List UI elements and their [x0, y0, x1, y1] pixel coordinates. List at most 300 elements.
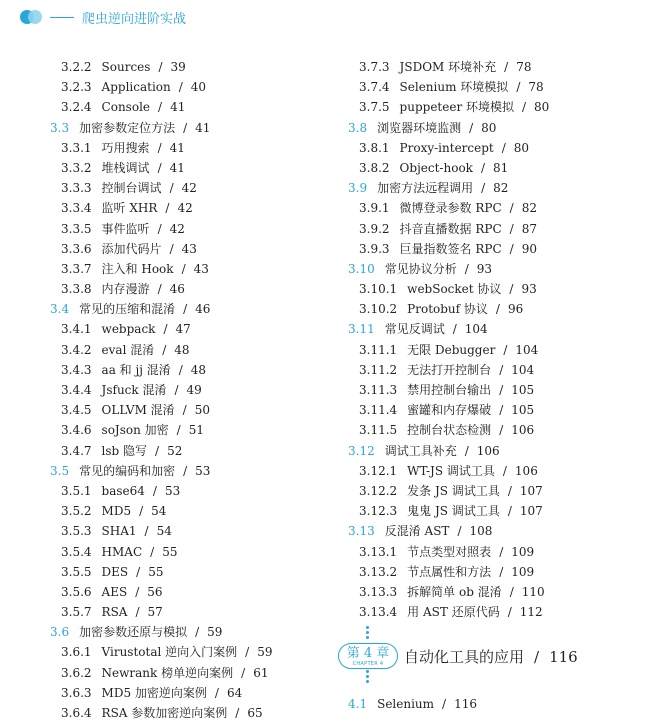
toc-entry-title: 禁用控制台输出 — [407, 383, 492, 397]
toc-subsection-entry[interactable] — [50, 360, 330, 380]
toc-entry-title: MD5 — [101, 504, 132, 519]
toc-entry-page: 49 — [186, 383, 202, 397]
toc-subsection-entry[interactable] — [50, 521, 330, 541]
toc-separator: / — [442, 697, 447, 711]
toc-entry-number: 3.11.2 — [359, 362, 398, 377]
toc-entry-page: 41 — [169, 160, 185, 175]
toc-entry-title: 事件监听 — [101, 221, 150, 236]
toc-separator: / — [158, 100, 163, 115]
toc-entry-title: 常见的编码和加密 — [79, 463, 176, 478]
toc-subsection-entry[interactable] — [50, 57, 330, 77]
toc-entry-page: 78 — [528, 80, 544, 95]
toc-entry-number: 3.9.3 — [359, 241, 390, 256]
toc-entry-title: Protobuf 协议 — [407, 302, 488, 317]
toc-entry-number: 3.11.4 — [359, 403, 398, 418]
toc-separator: / — [499, 383, 504, 397]
toc-separator: / — [516, 80, 521, 95]
toc-entry-page: 43 — [181, 241, 197, 256]
toc-subsection-entry[interactable] — [50, 582, 330, 602]
toc-entry-number: 3.10.2 — [359, 302, 398, 317]
toc-entry-title: OLLVM 混淆 — [101, 403, 175, 418]
toc-entry-page: 59 — [207, 625, 223, 640]
toc-entry-title: 常见反调试 — [384, 322, 445, 337]
toc-subsection-entry[interactable] — [348, 501, 638, 521]
toc-subsection-entry[interactable] — [348, 602, 638, 622]
toc-subsection-entry[interactable] — [50, 562, 330, 582]
toc-after-chapter — [348, 694, 638, 714]
toc-separator: / — [509, 584, 514, 599]
toc-entry-page: 104 — [464, 322, 488, 337]
toc-entry-number: 3.5.5 — [61, 564, 92, 579]
toc-entry-page: 78 — [516, 60, 532, 74]
toc-separator: / — [499, 564, 504, 579]
toc-entry-title: 巨量指数签名 RPC — [399, 241, 502, 256]
toc-separator: / — [158, 60, 163, 74]
toc-entry-page: 53 — [195, 463, 211, 478]
toc-entry-number: 3.2.4 — [61, 100, 92, 115]
toc-subsection-entry[interactable] — [348, 380, 638, 400]
toc-right-column — [348, 57, 638, 622]
toc-subsection-entry[interactable] — [50, 219, 330, 239]
toc-entry-page: 51 — [188, 423, 204, 438]
chapter-page: 116 — [549, 648, 578, 666]
toc-separator: / — [457, 524, 462, 539]
toc-entry-page: 40 — [190, 80, 207, 95]
toc-separator: / — [509, 282, 514, 297]
toc-entry-page: 93 — [521, 282, 537, 297]
toc-separator: / — [178, 362, 183, 377]
toc-section-entry[interactable] — [348, 178, 638, 198]
toc-subsection-entry[interactable] — [50, 239, 330, 259]
toc-left-column — [50, 57, 330, 723]
toc-entry-title: SHA1 — [101, 524, 137, 539]
toc-entry-number: 3.6.1 — [61, 645, 92, 660]
toc-entry-number: 3.3.3 — [61, 181, 92, 196]
toc-entry-title: Newrank 榜单逆向案例 — [101, 665, 234, 680]
toc-entry-title: base64 — [101, 483, 145, 498]
toc-entry-number: 3.7.4 — [359, 80, 390, 95]
toc-entry-number: 3.10.1 — [359, 282, 398, 297]
toc-entry-number: 3.9.1 — [359, 201, 390, 216]
toc-section-entry[interactable] — [50, 622, 330, 642]
chapter-badge — [338, 643, 398, 669]
toc-entry-title: DES — [101, 564, 129, 579]
toc-entry-page: 48 — [190, 362, 207, 377]
toc-entry-title: Application — [101, 80, 171, 95]
toc-entry-title: WT-JS 调试工具 — [407, 463, 495, 478]
toc-subsection-entry[interactable] — [50, 683, 330, 703]
toc-subsection-entry[interactable] — [348, 198, 638, 218]
toc-entry-page: 104 — [511, 362, 535, 377]
toc-subsection-entry[interactable] — [50, 380, 330, 400]
toc-section-entry[interactable] — [50, 299, 330, 319]
toc-subsection-entry[interactable] — [50, 319, 330, 339]
toc-separator: / — [504, 60, 509, 74]
toc-separator: / — [469, 120, 474, 135]
toc-subsection-entry[interactable] — [348, 542, 638, 562]
toc-entry-number: 3.5.6 — [61, 584, 92, 599]
toc-subsection-entry[interactable] — [348, 420, 638, 440]
toc-entry-title: webpack — [101, 322, 156, 337]
toc-entry-title: Jsfuck 混淆 — [101, 383, 167, 397]
book-logo-icon — [20, 9, 42, 25]
toc-entry-page: 54 — [156, 524, 172, 539]
toc-entry-page: 59 — [257, 645, 273, 660]
chapter-badge-label: 第 4 章 — [346, 646, 390, 661]
toc-entry-page: 105 — [511, 383, 535, 397]
toc-subsection-entry[interactable] — [50, 97, 330, 117]
toc-entry-number: 3.3.6 — [61, 241, 92, 256]
toc-entry-title: 拆解简单 ob 混淆 — [407, 584, 502, 599]
toc-entry-title: 注入和 Hook — [101, 261, 174, 276]
toc-entry-title: Virustotal 逆向入门案例 — [101, 645, 238, 660]
toc-entry-page: 46 — [169, 282, 185, 297]
toc-separator: / — [165, 201, 170, 216]
chapter-title-line — [404, 647, 578, 667]
toc-entry-title: HMAC — [101, 544, 143, 559]
toc-entry-page: 54 — [151, 504, 167, 519]
toc-entry-page: 106 — [476, 443, 500, 458]
toc-entry-title: 常见协议分析 — [384, 261, 457, 276]
toc-subsection-entry[interactable] — [348, 582, 638, 602]
toc-subsection-entry[interactable] — [348, 481, 638, 501]
toc-subsection-entry[interactable] — [348, 279, 638, 299]
toc-section-entry[interactable] — [50, 461, 330, 481]
toc-entry-number: 3.4.1 — [61, 322, 92, 337]
toc-entry-title: JSDOM 环境补充 — [399, 60, 497, 74]
toc-separator: / — [157, 282, 162, 297]
toc-entry-title: 常见的压缩和混淆 — [79, 302, 176, 317]
toc-separator: / — [176, 423, 181, 438]
toc-entry-title: 节点类型对照表 — [407, 544, 492, 559]
toc-entry-number: 3.3.1 — [61, 140, 92, 155]
toc-subsection-entry[interactable] — [50, 198, 330, 218]
toc-entry-page: 82 — [493, 181, 509, 196]
toc-entry-page: 41 — [170, 100, 186, 115]
toc-entry-number: 3.4.2 — [61, 342, 92, 357]
toc-entry-page: 110 — [521, 584, 545, 599]
toc-entry-title: puppeteer 环境模拟 — [399, 100, 514, 115]
toc-entry-page: 55 — [148, 564, 164, 579]
toc-separator: / — [195, 625, 200, 640]
toc-section-entry[interactable] — [348, 118, 638, 138]
toc-entry-page: 106 — [514, 463, 538, 478]
toc-entry-number: 3.8.1 — [359, 140, 390, 155]
toc-entry-page: 90 — [521, 241, 537, 256]
toc-subsection-entry[interactable] — [348, 562, 638, 582]
toc-section-entry[interactable] — [348, 694, 638, 714]
toc-separator: / — [155, 443, 160, 458]
toc-entry-title: webSocket 协议 — [407, 282, 502, 297]
toc-entry-page: 80 — [534, 100, 550, 115]
toc-section-entry[interactable] — [348, 319, 638, 339]
toc-entry-number: 3.6 — [50, 625, 70, 640]
toc-entry-page: 106 — [511, 423, 535, 438]
toc-entry-title: 堆栈调试 — [101, 160, 150, 175]
toc-separator: / — [534, 648, 540, 666]
toc-subsection-entry[interactable] — [348, 299, 638, 319]
toc-entry-title: lsb 隐写 — [101, 443, 148, 458]
toc-entry-number: 3.3.2 — [61, 160, 92, 175]
toc-entry-number: 3.4.4 — [61, 383, 92, 397]
toc-entry-page: 47 — [175, 322, 191, 337]
toc-separator: / — [235, 706, 240, 720]
toc-entry-page: 93 — [476, 261, 493, 276]
toc-section-entry[interactable] — [348, 441, 638, 461]
toc-subsection-entry[interactable] — [50, 178, 330, 198]
toc-subsection-entry[interactable] — [50, 340, 330, 360]
toc-entry-number: 3.8.2 — [359, 160, 390, 175]
toc-entry-page: 42 — [181, 181, 197, 196]
toc-entry-number: 3.3.5 — [61, 221, 92, 236]
toc-separator: / — [502, 463, 507, 478]
toc-separator: / — [522, 100, 527, 115]
toc-entry-title: 蜜罐和内存爆破 — [407, 403, 492, 418]
dots-decoration-icon — [366, 626, 369, 639]
toc-subsection-entry[interactable] — [348, 461, 638, 481]
toc-entry-title: aa 和 jj 混淆 — [101, 362, 171, 377]
toc-entry-title: 加密方法远程调用 — [377, 181, 474, 196]
toc-entry-page: 80 — [481, 120, 497, 135]
toc-separator: / — [509, 201, 514, 216]
toc-entry-page: 87 — [521, 221, 537, 236]
toc-entry-number: 3.4.6 — [61, 423, 92, 438]
toc-subsection-entry[interactable] — [50, 501, 330, 521]
toc-entry-number: 3.12.1 — [359, 463, 398, 478]
toc-entry-title: 鬼鬼 JS 调试工具 — [407, 504, 500, 519]
toc-entry-number: 3.5.2 — [61, 504, 92, 519]
toc-separator: / — [245, 645, 250, 660]
toc-subsection-entry[interactable] — [50, 279, 330, 299]
toc-entry-number: 3.4.3 — [61, 362, 92, 377]
toc-entry-number: 3.5.1 — [61, 483, 92, 498]
toc-entry-number: 3.11.5 — [359, 423, 398, 438]
toc-separator: / — [135, 584, 140, 599]
toc-separator: / — [452, 322, 457, 337]
toc-separator: / — [509, 221, 514, 236]
toc-entry-page: 50 — [194, 403, 210, 418]
toc-entry-page: 53 — [164, 483, 181, 498]
toc-entry-page: 109 — [511, 564, 535, 579]
toc-section-entry[interactable] — [348, 521, 638, 541]
toc-section-entry[interactable] — [348, 259, 638, 279]
toc-subsection-entry[interactable] — [50, 542, 330, 562]
toc-entry-title: 加密参数定位方法 — [79, 120, 176, 135]
toc-separator: / — [214, 685, 219, 700]
toc-entry-number: 3.4.7 — [61, 443, 92, 458]
toc-subsection-entry[interactable] — [348, 360, 638, 380]
toc-separator: / — [464, 443, 469, 458]
toc-entry-page: 55 — [162, 544, 178, 559]
toc-entry-title: eval 混淆 — [101, 342, 155, 357]
toc-entry-title: Proxy-intercept — [399, 140, 494, 155]
toc-entry-number: 3.3.7 — [61, 261, 92, 276]
toc-separator: / — [499, 544, 504, 559]
toc-subsection-entry[interactable] — [50, 420, 330, 440]
toc-entry-number: 3.5.3 — [61, 524, 92, 539]
toc-subsection-entry[interactable] — [348, 97, 638, 117]
toc-entry-title: 控制台调试 — [101, 181, 162, 196]
toc-entry-title: 反混淆 AST — [384, 524, 450, 539]
toc-entry-number: 3.3.8 — [61, 282, 92, 297]
toc-entry-number: 3.13.3 — [359, 584, 398, 599]
toc-entry-page: 64 — [226, 685, 243, 700]
toc-separator: / — [480, 160, 485, 175]
toc-entry-number: 3.2.2 — [61, 60, 92, 74]
toc-entry-page: 82 — [521, 201, 537, 216]
toc-entry-title: 添加代码片 — [101, 241, 162, 256]
dots-decoration-icon — [366, 670, 369, 683]
toc-subsection-entry[interactable] — [50, 400, 330, 420]
toc-separator: / — [499, 423, 504, 438]
toc-entry-title: 浏览器环境监测 — [377, 120, 462, 135]
toc-entry-page: 109 — [511, 544, 535, 559]
toc-entry-page: 96 — [507, 302, 524, 317]
toc-subsection-entry[interactable] — [348, 138, 638, 158]
toc-subsection-entry[interactable] — [348, 77, 638, 97]
toc-separator: / — [139, 504, 144, 519]
toc-subsection-entry[interactable] — [50, 703, 330, 723]
toc-subsection-entry[interactable] — [50, 481, 330, 501]
toc-entry-page: 61 — [253, 665, 269, 680]
toc-entry-number: 3.13.1 — [359, 544, 398, 559]
toc-entry-title: Selenium 环境模拟 — [399, 80, 509, 95]
toc-entry-number: 3.13.4 — [359, 605, 398, 620]
toc-subsection-entry[interactable] — [348, 57, 638, 77]
toc-entry-number: 3.2.3 — [61, 80, 92, 95]
toc-entry-number: 3.9.2 — [359, 221, 390, 236]
toc-separator: / — [157, 140, 162, 155]
toc-entry-page: 116 — [454, 697, 477, 711]
toc-separator: / — [507, 605, 512, 620]
book-title: 爬虫逆向进阶实战 — [82, 11, 187, 27]
toc-entry-page: 56 — [147, 584, 163, 599]
toc-subsection-entry[interactable] — [50, 642, 330, 662]
toc-entry-page: 104 — [515, 342, 539, 357]
toc-separator: / — [507, 504, 512, 519]
toc-subsection-entry[interactable] — [50, 138, 330, 158]
toc-entry-page: 81 — [492, 160, 509, 175]
toc-entry-number: 3.8 — [348, 120, 368, 135]
toc-entry-number: 3.11 — [348, 322, 375, 337]
toc-entry-title: 内存漫游 — [101, 282, 150, 297]
toc-separator: / — [183, 463, 188, 478]
toc-separator: / — [499, 362, 504, 377]
chapter-heading — [338, 628, 638, 682]
toc-entry-page: 57 — [147, 605, 163, 620]
toc-entry-title: Selenium — [377, 697, 435, 711]
toc-separator: / — [150, 544, 155, 559]
toc-subsection-entry[interactable] — [348, 340, 638, 360]
toc-entry-number: 3.11.1 — [359, 342, 398, 357]
toc-subsection-entry[interactable] — [348, 219, 638, 239]
toc-separator: / — [182, 403, 187, 418]
toc-entry-title: 控制台状态检测 — [407, 423, 492, 438]
toc-entry-title: 巧用搜索 — [101, 140, 150, 155]
toc-entry-number: 3.4.5 — [61, 403, 92, 418]
toc-entry-page: 112 — [519, 605, 543, 620]
toc-entry-number: 3.6.2 — [61, 665, 92, 680]
toc-entry-number: 3.3.4 — [61, 201, 92, 216]
toc-separator: / — [144, 524, 149, 539]
toc-subsection-entry[interactable] — [50, 663, 330, 683]
toc-subsection-entry[interactable] — [50, 441, 330, 461]
toc-entry-title: 调试工具补充 — [384, 443, 457, 458]
toc-entry-page: 52 — [167, 443, 183, 458]
chapter-badge-sub: CHAPTER 4 — [352, 661, 384, 667]
toc-subsection-entry[interactable] — [50, 158, 330, 178]
toc-separator: / — [174, 383, 179, 397]
toc-separator: / — [163, 322, 168, 337]
toc-subsection-entry[interactable] — [348, 239, 638, 259]
toc-entry-page: 41 — [195, 120, 211, 135]
toc-separator: / — [501, 140, 506, 155]
toc-entry-page: 65 — [247, 706, 263, 720]
toc-separator: / — [169, 241, 174, 256]
toc-entry-number: 3.11.3 — [359, 383, 398, 397]
toc-entry-number: 3.12 — [348, 443, 375, 458]
toc-separator: / — [481, 181, 486, 196]
toc-subsection-entry[interactable] — [348, 158, 638, 178]
toc-entry-page: 80 — [513, 140, 530, 155]
toc-entry-number: 3.6.4 — [61, 706, 92, 720]
toc-entry-number: 3.12.3 — [359, 504, 398, 519]
toc-separator: / — [503, 342, 508, 357]
toc-entry-page: 39 — [170, 60, 186, 74]
toc-entry-number: 3.7.3 — [359, 60, 390, 74]
toc-separator: / — [178, 80, 183, 95]
toc-entry-number: 3.3 — [50, 120, 70, 135]
toc-separator: / — [183, 302, 188, 317]
toc-separator: / — [499, 403, 504, 418]
toc-entry-title: 节点属性和方法 — [407, 564, 492, 579]
toc-entry-title: MD5 加密逆向案例 — [101, 685, 207, 700]
toc-separator: / — [162, 342, 167, 357]
toc-entry-title: Object-hook — [399, 160, 473, 175]
toc-entry-title: 用 AST 还原代码 — [407, 605, 500, 620]
toc-entry-number: 3.9 — [348, 181, 368, 196]
toc-separator: / — [509, 241, 514, 256]
toc-entry-number: 3.4 — [50, 302, 70, 317]
toc-subsection-entry[interactable] — [50, 77, 330, 97]
toc-entry-number: 3.7.5 — [359, 100, 390, 115]
toc-entry-number: 4.1 — [348, 697, 368, 711]
toc-separator: / — [495, 302, 500, 317]
toc-separator: / — [241, 665, 246, 680]
toc-entry-title: 无限 Debugger — [407, 342, 496, 357]
chapter-title: 自动化工具的应用 — [404, 648, 525, 666]
toc-section-entry[interactable] — [50, 118, 330, 138]
toc-entry-title: 监听 XHR — [101, 201, 158, 216]
toc-separator: / — [152, 483, 157, 498]
toc-entry-page: 107 — [519, 483, 543, 498]
toc-entry-number: 3.13 — [348, 524, 375, 539]
toc-separator: / — [183, 120, 188, 135]
toc-entry-title: 抖音直播数据 RPC — [399, 221, 502, 236]
toc-separator: / — [507, 483, 512, 498]
toc-subsection-entry[interactable] — [348, 400, 638, 420]
header-rule — [50, 17, 74, 18]
toc-separator: / — [157, 160, 162, 175]
toc-entry-number: 3.5.4 — [61, 544, 92, 559]
toc-entry-number: 3.5.7 — [61, 605, 92, 620]
toc-entry-page: 41 — [169, 140, 185, 155]
toc-subsection-entry[interactable] — [50, 259, 330, 279]
toc-entry-title: soJson 加密 — [101, 423, 169, 438]
toc-subsection-entry[interactable] — [50, 602, 330, 622]
toc-entry-number: 3.12.2 — [359, 483, 398, 498]
toc-entry-title: AES — [101, 584, 128, 599]
